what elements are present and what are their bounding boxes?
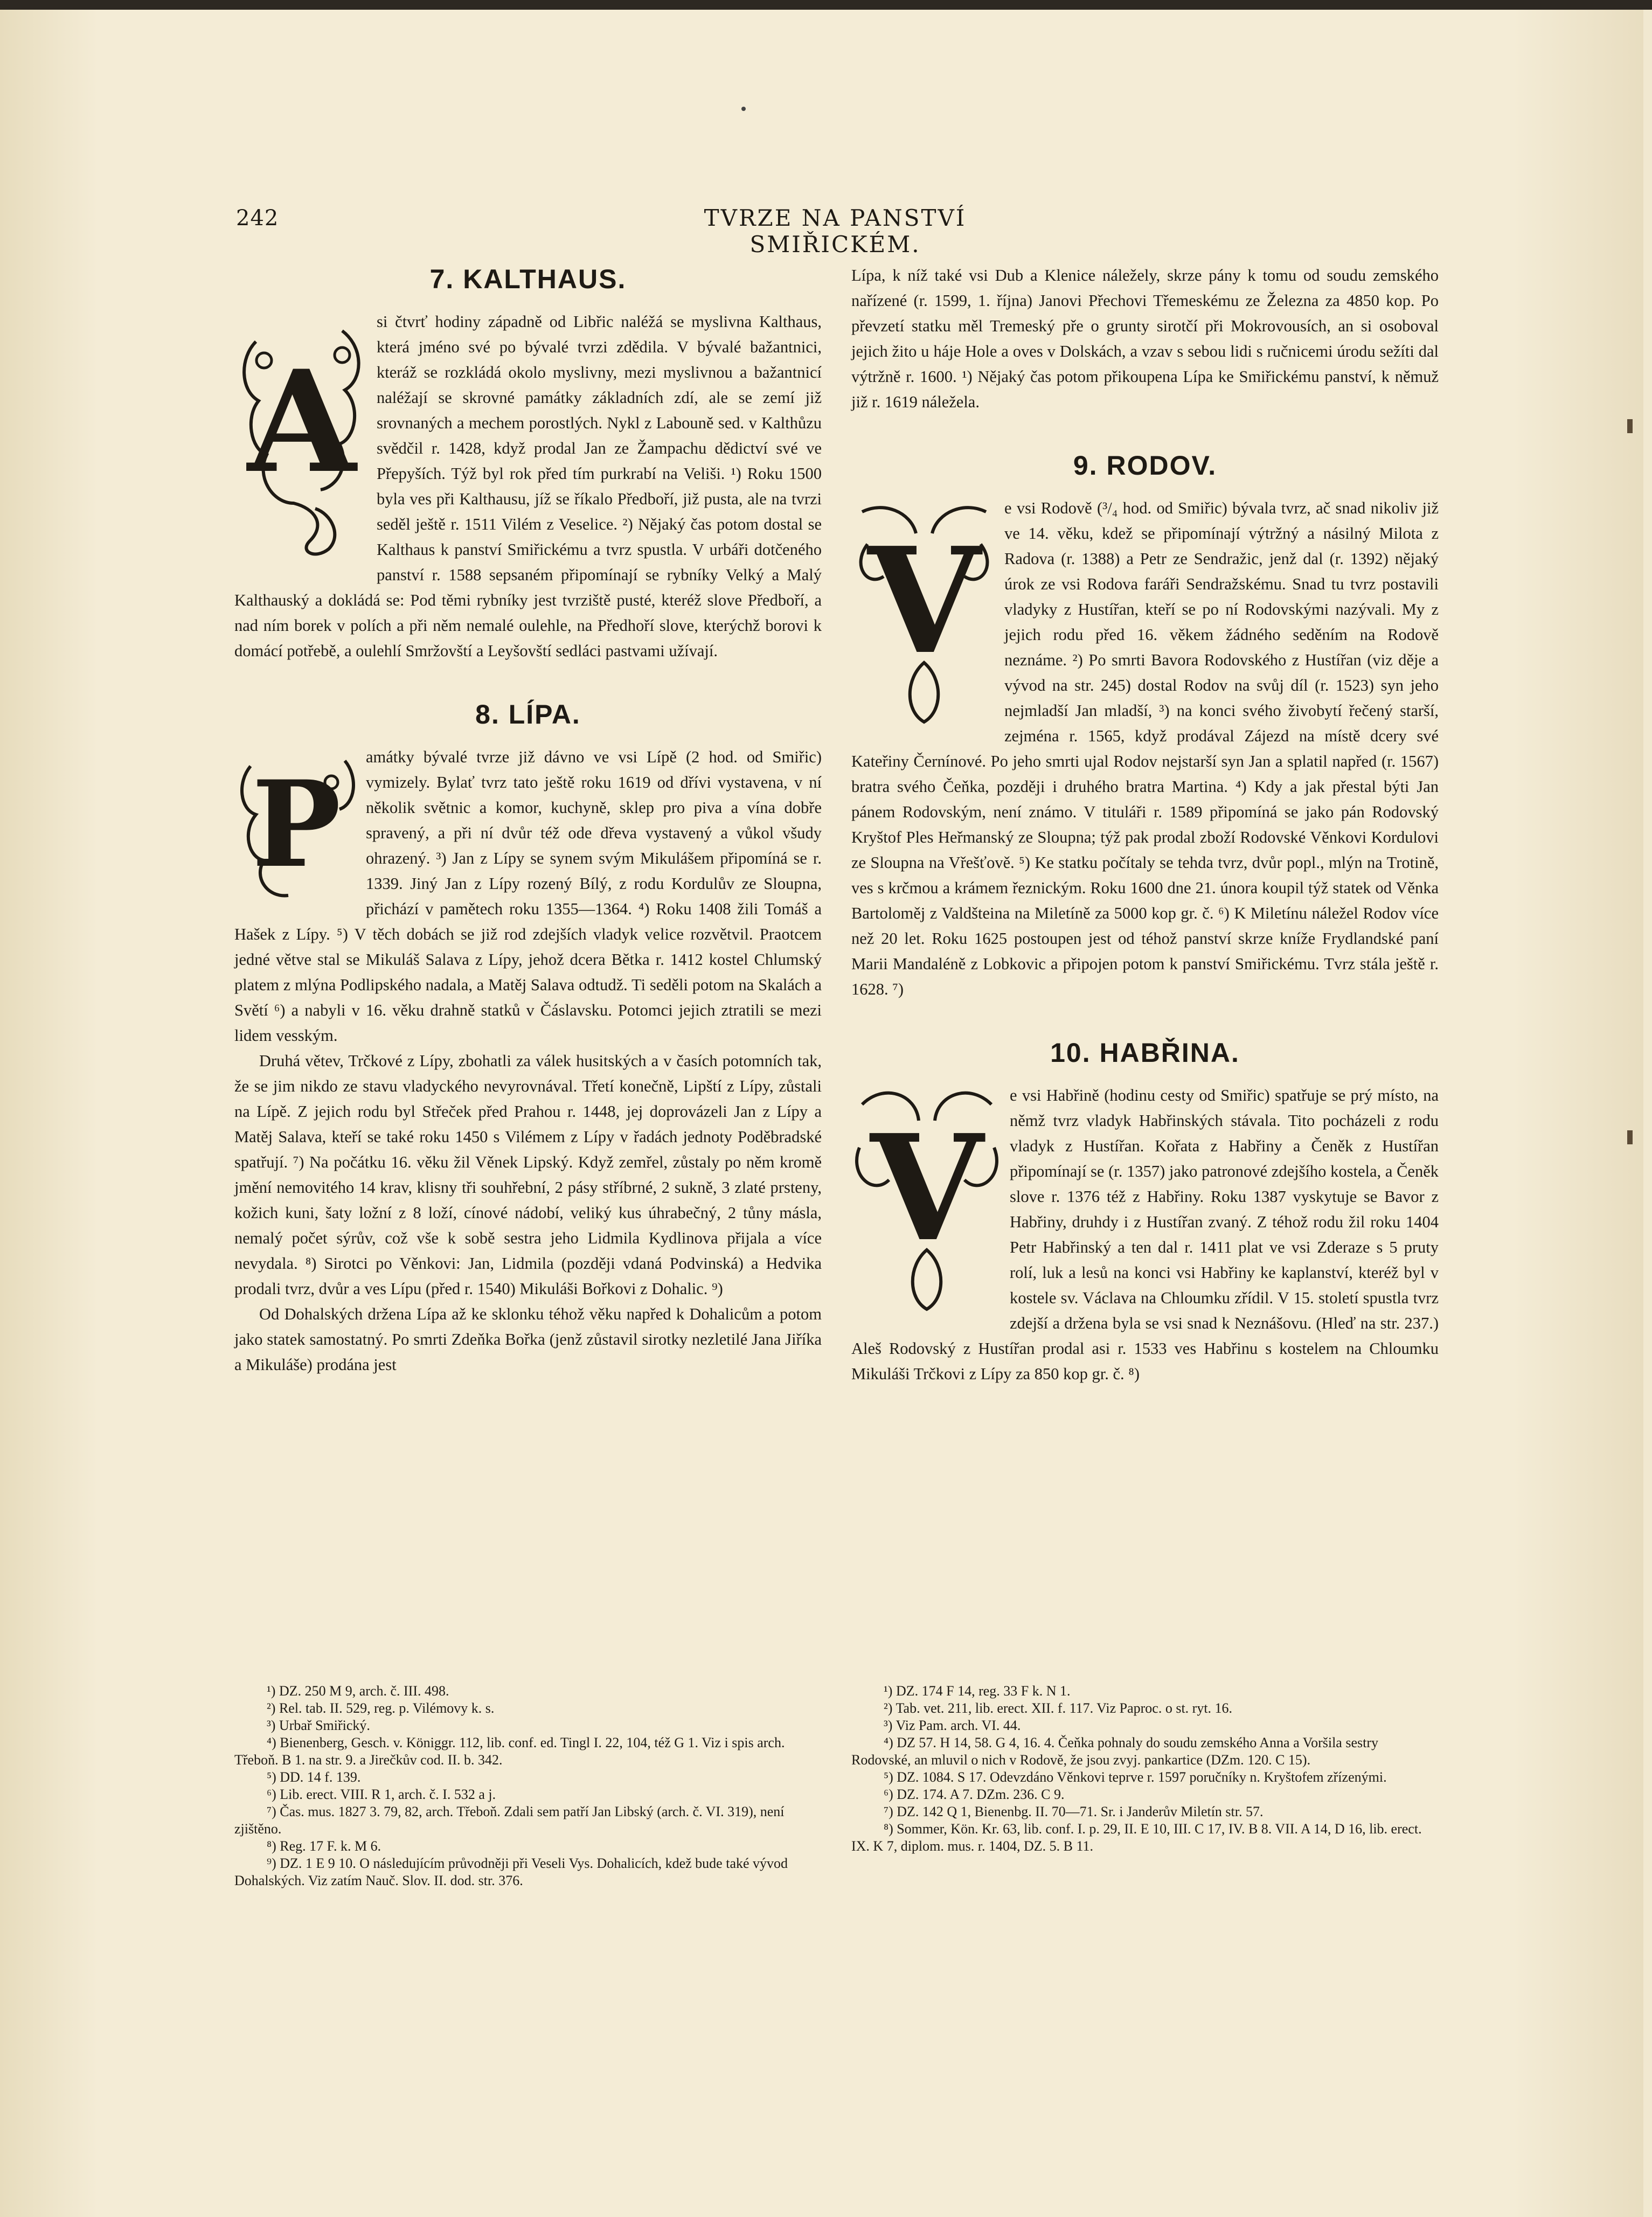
rodov-paragraph: e vsi Rodově (³/₄ hod. od Smiřic) bývala tvrz, ač snad nikoliv již ve 14. věku, kdež se připomínají výtržný a násilný Milota z Radova (r. 1388) a Petr ze Sendražic, jenž dal (r. 1392) nějaký úrok ze vsi Rodova faráři Sendražskému. Snad tu tvrz postavili vladyky z Hustířan, kteří se po ní Rodovskými nazývali. My z jejich rodu před 16. věkem žádného seděním na Rodově neznáme. ²) Po smrti Bavora Rodovského z Hustířan (viz děje a vývod na str. 245) dostal Rodov na svůj díl (r. 1523) syn jeho nejmladší Jan mladší, ³) na konci svého živobytí řečený starší, zejména r. 1565, když prodával Zájezd na místě dcery své Kateřiny Černínové. Po jeho smrti ujal Rodov nejstarší syn Jan a splatil napřed (r. 1567) bratra svého Čeňka, později i druhého bratra Martina. ⁴) Kdy a jak přestal býti Jan pánem Rodovským, není známo. V tituláři r. 1589 připomíná se jako pán Rodovský Kryštof Ples Heřmanský ze Sloupna; týž pak prodal zboží Rodovské Věnkovi Kordulovi ze Sloupna na Vřešťově. ⁵) Ke statku počítaly se tehda tvrz, dvůr popl., mlýn na Trotině, ves s krčmou a krámem řeznickým. Roku 1600 dne 21. února koupil týž statek od Věnka Bartoloměj z Valdšteina na Miletíně za 5000 kop gr. č. ⁶) K Miletínu náležel Rodov více než 20 let. Roku 1625 postoupen jest od téhož panství skrze knížе Frydlandské paní Marii Mandaléně z Lobkovic a připojen potom k panství Smiřickému. Tvrz stála ještě r. 1628. ⁷): [851, 499, 1439, 998]
margin-mark: [1627, 1130, 1633, 1144]
section-title-lipa: 8. LÍPA.: [475, 699, 581, 729]
kalthaus-paragraph: si čtvrť hodiny západně od Libřic naléžá se myslivna Kalthaus, která jméno své po bývalé tvrzi zdědila. V bývalé bažantnici, kteráž se rozkládá okolo myslivny, mezi myslivnou a bažantnicí naléžají se skrovné památky základních zdí, ale se zemí již srovnaných a mechem porostlých. Nykl z Labouně sed. v Kalthůzu svědčil r. 1428, když prodal Jan ze Žampachu dědictví své ve Přepyších. Týž byl rok před tím purkrabí na Veliši. ¹) Roku 1500 byla ves při Kalthausu, jíž se říkalo Předboří, již pusta, ale na tvrzi seděl ještě r. 1511 Vilém z Veselice. ²) Nějaký čas potom dostal se Kalthaus k panství Smiřickému a tvrz spustla. V urbáři dotčeného panství r. 1588 sepsaném připomínají se rybníky Velký a Malý Kalthauský a dokládá se: Pod těmi rybníky jest tvrziště pusté, kteréž slove Předboří, a nad ním borek v polích a při něm nemalé oulehle, na Předhoří slove, kterýchž borovi k domácí potřebě, a oulehlí Smržovští a Leyšovští sedláci pastvami užívají.: [234, 312, 822, 660]
footnote: ⁹) DZ. 1 E 9 10. O následujícím průvodněji při Veseli Vys. Dohalicích, kdež bude také vývod Dohalských. Viz zatím Nauč. Slov. II. dod. str. 376.: [234, 1855, 788, 1888]
footnote: ⁷) Čas. mus. 1827 3. 79, 82, arch. Třeboň. Zdali sem patří Jan Libský (arch. č. VI. 319), není zjištěno.: [234, 1804, 785, 1837]
footnote: ²) Tab. vet. 211, lib. erect. XII. f. 117. Viz Paproc. o st. ryt. 16.: [884, 1700, 1233, 1716]
book-page: [0, 10, 1643, 2217]
habrina-paragraph: e vsi Habřině (hodinu cesty od Smiřic) spatřuje se prý místo, na němž tvrz vladyk Habřinských stávala. Tito pocházeli z rodu vladyk z Hustířan. Kořata z Habřiny a Čeněk z Hustířan připomínají se (r. 1357) jako patronové zdejšího kostela, a Čeněk slove r. 1376 též z Habřiny. Roku 1387 vyskytuje se Bavor z Habřiny, druhdy i z Hustířan zvaný. Z téhož rodu žil roku 1404 Petr Habřinský a ten dal r. 1411 plat ve vsi Zderaze s 5 pruty rolí, luk a lesů na konci vsi Habřiny ke kaplanství, kteréž byl v kostele sv. Václava na Chloumku zřídil. V 15. století spustla tvrz zdejší a držena byla se vsi snad k Neznášovu. (Hleď na str. 237.) Aleš Rodovský z Hustířan prodal asi r. 1533 ves Habřinu s kostelem na Chloumku Mikuláši Trčkovi z Lípy za 850 kop gr. č. ⁸): [851, 1086, 1439, 1383]
page-binding-edge: [0, 0, 1652, 10]
margin-mark: [1627, 419, 1633, 433]
ornamental-initial-a: [234, 309, 369, 562]
footnote: ³) Viz Pam. arch. VI. 44.: [884, 1718, 1021, 1733]
footnote: ¹) DZ. 250 M 9, arch. č. III. 498.: [267, 1683, 449, 1699]
page-number: 242: [236, 206, 279, 231]
svg-text:P: P: [252, 754, 341, 894]
ornamental-initial-v-rodov: [851, 496, 997, 733]
svg-text:A: A: [247, 340, 356, 504]
ornamental-initial-v-habrina: [851, 1083, 1002, 1320]
right-column: [851, 263, 1439, 1387]
footnote: ⁵) DD. 14 f. 139.: [267, 1769, 361, 1785]
footnote: ⁴) DZ 57. H 14, 58. G 4, 16. 4. Čeňka pohnaly do soudu zemského Anna a Voršila sestry Rodovské, an mluvil o nich v Rodově, že jsou zvyj. pankartice (DZm. 120. C 15).: [851, 1735, 1378, 1768]
svg-text:V: V: [867, 515, 981, 686]
lipa-continuation-paragraph: Lípa, k níž také vsi Dub a Klenice náležely, skrze pány k tomu od soudu zemského nařízené (r. 1599, 1. října) Janovi Přechovi Třemeskému ze Železna za 4850 kop. Po převzetí statku měl Tremeský pře o grunty sirotčí při Mokrovousích, an si osoboval jejich žito u háje Hole a oves v Dolskách, a vzav s sebou lidi s ručnicemi úrodu sežíti dal výtržně r. 1600. ¹) Nějaký čas potom přikoupena Lípa ke Smiřickému panství, k němuž již r. 1619 náležela.: [851, 266, 1439, 411]
footnote: ¹) DZ. 174 F 14, reg. 33 F k. N 1.: [884, 1683, 1071, 1699]
footnote: ⁸) Sommer, Kön. Kr. 63, lib. conf. I. p. 29, II. E 10, III. C 17, IV. B 8. VII. A 14, D 16, lib. erect. IX. K 7, diplom. mus. r. 1404, DZ. 5. B 11.: [851, 1821, 1422, 1854]
section-title-rodov: 9. RODOV.: [1073, 450, 1217, 481]
footnotes-right: [851, 1683, 1439, 1855]
ornamental-initial-v-habrina-icon: [851, 1083, 1002, 1320]
svg-text:V: V: [870, 1102, 983, 1274]
footnotes-left: [234, 1683, 822, 1889]
ink-speck: [741, 107, 746, 111]
footnote: ²) Rel. tab. II. 529, reg. p. Vilémovy k. s.: [267, 1700, 495, 1716]
lipa-paragraph-3: Od Dohalských držena Lípa až ke sklonku téhož věku napřed k Dohalicům a potom jako statek samostatný. Po smrti Zdeňka Bořka (jenž zůstavil sirotky nezletilé Jana Jiříka a Mikuláše) prodána jest: [234, 1305, 822, 1374]
footnote: ⁸) Reg. 17 F. k. M 6.: [267, 1838, 381, 1854]
running-title: TVRZE NA PANSTVÍ SMIŘICKÉM.: [704, 205, 967, 258]
footnote: ⁶) Lib. erect. VIII. R 1, arch. č. I. 532 a j.: [267, 1787, 496, 1802]
lipa-paragraph-2: Druhá větev, Trčkové z Lípy, zbohatli za válek husitských a v časích potomních tak, že se jim nikdo ze stavu vladyckého nevyrovnával. Třetí konečně, Lipští z Lípy, zůstali na Lípě. Z jejich rodu byl Střeček před Prahou r. 1448, jej doprovázeli Jan z Lípy a Matěj Salava, kteří se také roku 1450 s Vilémem z Lípy v řadách jednoty Poděbradské spatřují. ⁷) Na počátku 16. věku žil Věnek Lipský. Když zemřel, zůstaly po něm kromě jmění nemovitého 14 krav, klisny tři souhřební, 2 pásy stříbrné, 2 sukně, 3 zlaté prsteny, kožich kuni, šaty ložní z 8 loží, cínové nádobí, veliký kus úhrabečný, 2 tůny másla, nemalý počet sýrův, což vše k sobě sestra jeho Lidmila Kydlinova přijala a více nevydala. ⁸) Sirotci po Věnkovi: Jan, Lidmila (později vdaná Podvinská) a Hedvika prodali tvrz, dvůr a ves Lípu (před r. 1540) Mikuláši Bořkovi z Dohalic. ⁹): [234, 1052, 822, 1298]
left-column: [234, 263, 822, 1378]
footnote: ³) Urbař Smiřický.: [267, 1718, 370, 1733]
ornamental-initial-p-icon: [234, 745, 358, 906]
ornamental-initial-p: [234, 745, 358, 906]
footnote: ⁵) DZ. 1084. S 17. Odevzdáno Věnkovi teprve r. 1597 poručníky n. Kryštofem zřízenými.: [884, 1769, 1387, 1785]
ornamental-initial-v-rodov-icon: [851, 496, 997, 733]
footnote: ⁷) DZ. 142 Q 1, Bienenbg. II. 70—71. Sr. i Janderův Miletín str. 57.: [884, 1804, 1264, 1819]
footnote: ⁴) Bienenberg, Gesch. v. Königgr. 112, lib. conf. ed. Tingl I. 22, 104, též G 1. Viz i spis arch. Třeboň. B 1. na str. 9. a Jirečkův cod. II. b. 342.: [234, 1735, 785, 1768]
section-title-habrina: 10. HABŘINA.: [1050, 1038, 1240, 1068]
lipa-paragraph-1: amátky bývalé tvrze již dávno ve vsi Lípě (2 hod. od Smiřic) vymizely. Bylať tvrz tato ještě roku 1619 od dřívi vystavena, v ní několik světnic a komor, kuchyně, sklep pro piva a vína dobře spravený, a při ní dvůr též ode dřeva vystavený a vůkol všudy ohrazený. ³) Jan z Lípy se synem svým Mikulášem připomíná se r. 1339. Jiný Jan z Lípy rozený Bílý, z rodu Kordulův ze Sloupna, přichází v pamětech roku 1355—1364. ⁴) Roku 1408 žili Tomáš a Hašek z Lípy. ⁵) V těch dobách se již rod zdejších vladyk velice rozvětvil. Praotcem jedné větve stal se Mikuláš Salava z Lípy, jehož dcera Bětka r. 1412 kostel Chlumský platem z mlýna Podlipského nadala, a Matěj Salava odtudž. Ti seděli potom na Skalách a Světí ⁶) a nabyli v 16. věku drahně statků v Čáslavsku. Potomci jejich ztratili se mezi lidem vesským.: [234, 748, 822, 1045]
footnote: ⁶) DZ. 174. A 7. DZm. 236. C 9.: [884, 1787, 1065, 1802]
section-title-kalthaus: 7. KALTHAUS.: [429, 264, 627, 294]
ornamental-initial-a-icon: [234, 309, 369, 562]
